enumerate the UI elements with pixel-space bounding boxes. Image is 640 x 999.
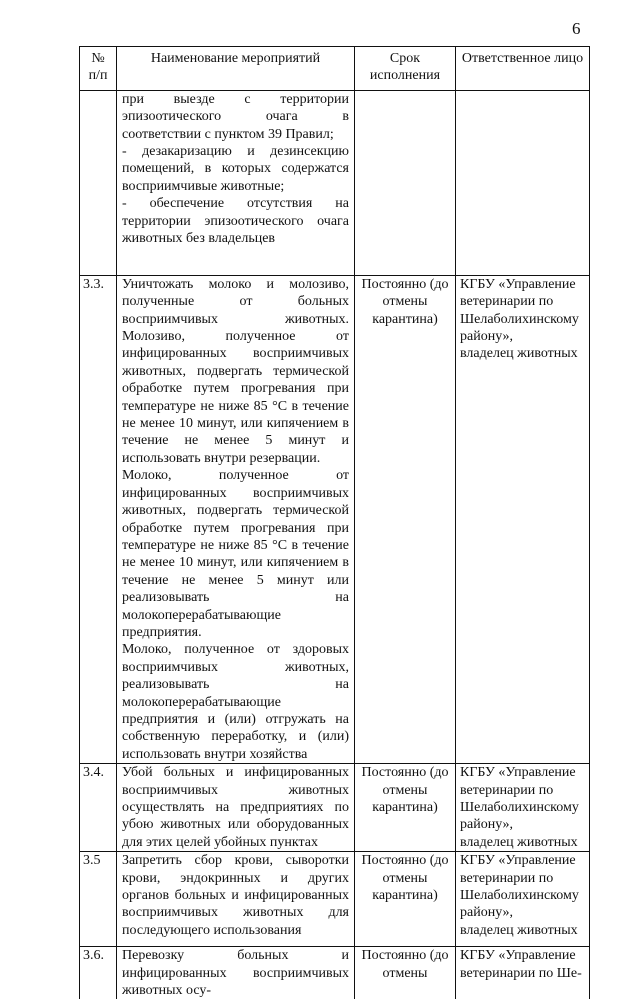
measure-paragraph: - дезакаризацию и дезинсекцию помещений, в которых содержатся восприимчивые животные; [122,144,349,194]
row-term: Постоянно (до отмены карантина) [355,275,456,763]
row-measure [117,852,355,947]
header-num: № п/п [80,47,117,91]
responsible-org: КГБУ «Управление ветеринарии по Шелаболихинскому району», [460,853,579,921]
measure-paragraph: Молоко, полученное от здоровых восприимчивых животных, реализовывать на молокоперерабатывающие предприятия и (или) отгружать на собственную переработку, и (или) использовать внутри хозяйства [122,642,349,762]
row-term [355,90,456,275]
table-row [80,764,590,852]
table-row [80,947,590,999]
row-number: 3.6. [80,947,117,999]
table-row [80,275,590,763]
measure-paragraph: Убой больных и инфицированных восприимчивых животных осуществлять на предприятиях по убою животных или оборудованных для этих целей убойных пунктах [122,765,349,850]
measure-paragraph: - обеспечение отсутствия на территории эпизоотического очага животных без владельцев [122,196,349,247]
measure-paragraph: при выезде с территории эпизоотического очага в соответствии с пунктом 39 Правил; [122,91,349,142]
row-responsible [456,947,590,999]
header-term: Срок исполнения [355,47,456,91]
row-measure [117,275,355,763]
measure-paragraph: Запретить сбор крови, сыворотки крови, эндокринных и других органов больных и инфицированных восприимчивых животных для последующего использования [122,853,349,938]
row-number: 3.5 [80,852,117,947]
measure-paragraph: Молоко, полученное от инфицированных восприимчивых животных, подвергать термической обработке путем прогревания при температуре не ниже 85 °С в течение не менее 10 минут, или кипячением в течение не менее 5 минут или реализовывать на молокоперерабатывающие предприятия. [122,468,349,640]
row-measure [117,764,355,852]
row-term: Постоянно (до отмены карантина) [355,764,456,852]
responsible-owner: владелец животных [460,834,578,850]
responsible-owner: владелец животных [460,922,578,938]
row-responsible [456,764,590,852]
responsible-org: КГБУ «Управление ветеринарии по Ше- [460,948,582,981]
measure-paragraph: Перевозку больных и инфицированных восприимчивых животных осу- [122,948,349,999]
header-responsible: Ответственное лицо [456,47,590,91]
row-responsible [456,275,590,763]
responsible-org: КГБУ «Управление ветеринарии по Шелаболихинскому району», [460,765,579,833]
measures-table [79,46,590,999]
measure-paragraph: Уничтожать молоко и молозиво, полученные от больных восприимчивых животных. Молозиво, полученное от инфицированных восприимчивых животных, подвергать термической обработке путем прогревания при температуре не ниже 85 °С в течение не менее 10 минут, или кипячением в течение не менее 5 минут и использовать внутри резервации. [122,276,349,466]
table-row [80,852,590,947]
table-header-row [80,47,590,91]
row-number: 3.3. [80,275,117,763]
row-term: Постоянно (до отмены карантина) [355,852,456,947]
row-responsible [456,852,590,947]
page-number: 6 [572,19,581,38]
responsible-org: КГБУ «Управление ветеринарии по Шелаболихинскому району», [460,276,579,345]
header-name: Наименование мероприятий [117,47,355,91]
table-row [80,90,590,275]
row-measure [117,90,355,275]
row-number [80,90,117,275]
row-number: 3.4. [80,764,117,852]
row-responsible [456,90,590,275]
responsible-owner: владелец животных [460,346,578,362]
row-measure [117,947,355,999]
row-term: Постоянно (до отмены [355,947,456,999]
